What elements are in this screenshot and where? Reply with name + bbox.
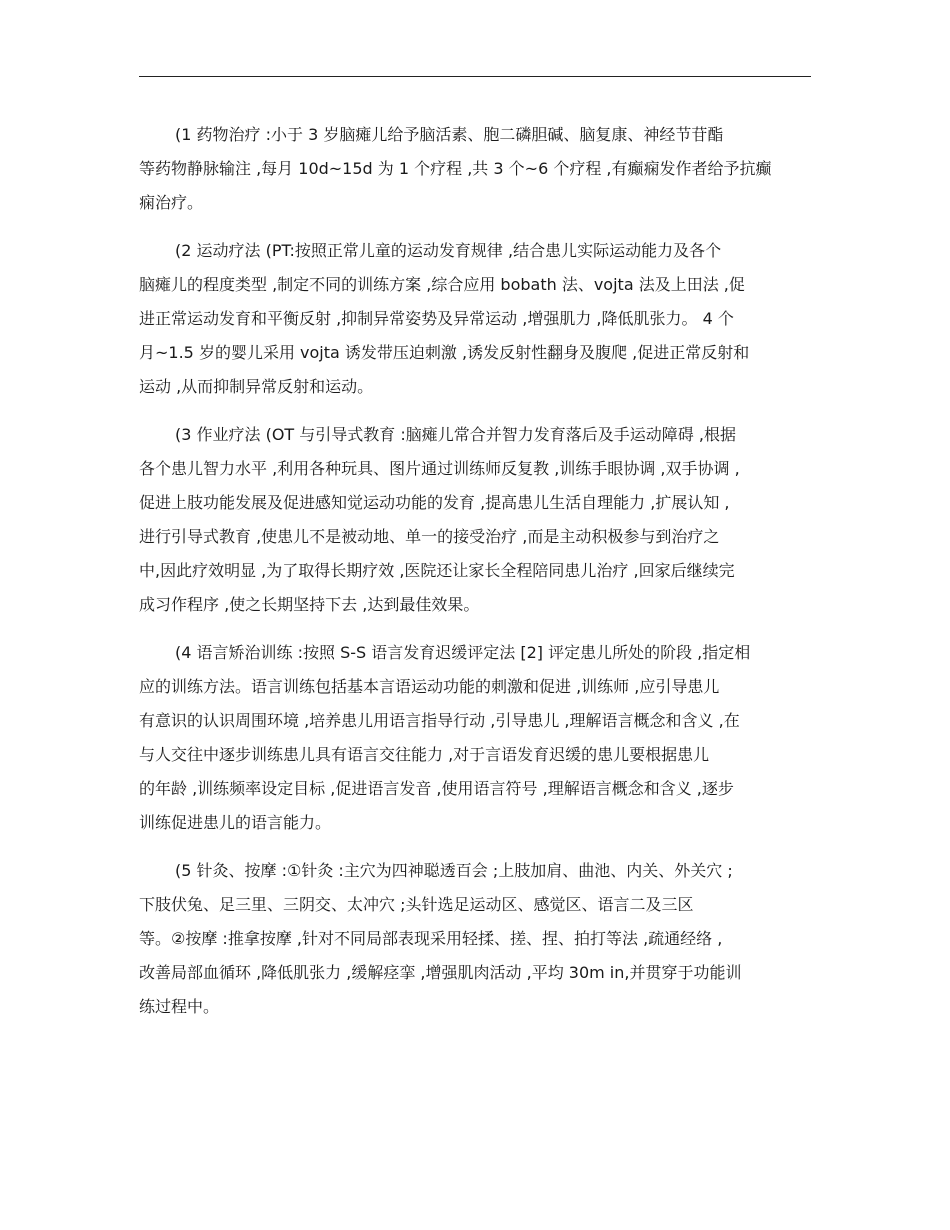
header-rule [139, 76, 811, 77]
text-line: 痫治疗。 [139, 193, 204, 212]
text-line: 运动 ,从而抑制异常反射和运动。 [139, 377, 374, 396]
text-line: 改善局部血循环 ,降低肌张力 ,缓解痉挛 ,增强肌肉活动 ,平均 30m in,并贯穿于功能训 [139, 963, 742, 982]
document-body [139, 118, 819, 1038]
text-line: (5 针灸、按摩 :①针灸 :主穴为四神聪透百会 ;上肢加肩、曲池、内关、外关穴 ; [175, 861, 733, 880]
paragraph-language-training [139, 636, 819, 840]
text-line: 等。②按摩 :推拿按摩 ,针对不同局部表现采用轻揉、搓、捏、拍打等法 ,疏通经络 , [139, 929, 723, 948]
text-line: 与人交往中逐步训练患儿具有语言交往能力 ,对于言语发育迟缓的患儿要根据患儿 [139, 745, 710, 764]
text-line: 进正常运动发育和平衡反射 ,抑制异常姿势及异常运动 ,增强肌力 ,降低肌张力。 4 个 [139, 309, 734, 328]
text-line: (3 作业疗法 (OT 与引导式教育 :脑瘫儿常合并智力发育落后及手运动障碍 ,根据 [175, 425, 736, 444]
paragraph-drug-therapy [139, 118, 819, 220]
text-line: 等药物静脉输注 ,每月 10d~15d 为 1 个疗程 ,共 3 个~6 个疗程 ,有癫痫发作者给予抗癫 [139, 159, 772, 178]
paragraph-acupuncture-massage [139, 854, 819, 1024]
text-line: 中,因此疗效明显 ,为了取得长期疗效 ,医院还让家长全程陪同患儿治疗 ,回家后继续完 [139, 561, 735, 580]
text-line: 有意识的认识周围环境 ,培养患儿用语言指导行动 ,引导患儿 ,理解语言概念和含义 ,在 [139, 711, 740, 730]
text-line: (4 语言矫治训练 :按照 S-S 语言发育迟缓评定法 [2] 评定患儿所处的阶段 ,指定相 [175, 643, 751, 662]
paragraph-physical-therapy [139, 234, 819, 404]
text-line: 训练促进患儿的语言能力。 [139, 813, 332, 832]
text-line: 练过程中。 [139, 997, 220, 1016]
paragraph-occupational-therapy [139, 418, 819, 622]
text-line: 月~1.5 岁的婴儿采用 vojta 诱发带压迫刺激 ,诱发反射性翻身及腹爬 ,促进正常反射和 [139, 343, 750, 362]
text-line: 各个患儿智力水平 ,利用各种玩具、图片通过训练师反复教 ,训练手眼协调 ,双手协调 , [139, 459, 740, 478]
text-line: 下肢伏兔、足三里、三阴交、太冲穴 ;头针选足运动区、感觉区、语言二及三区 [139, 895, 694, 914]
text-line: (1 药物治疗 :小于 3 岁脑瘫儿给予脑活素、胞二磷胆碱、脑复康、神经节苷酯 [175, 125, 724, 144]
text-line: 脑瘫儿的程度类型 ,制定不同的训练方案 ,综合应用 bobath 法、vojta 法及上田法 ,促 [139, 275, 745, 294]
text-line: 成习作程序 ,使之长期坚持下去 ,达到最佳效果。 [139, 595, 480, 614]
text-line: 进行引导式教育 ,使患儿不是被动地、单一的接受治疗 ,而是主动积极参与到治疗之 [139, 527, 720, 546]
text-line: (2 运动疗法 (PT:按照正常儿童的运动发育规律 ,结合患儿实际运动能力及各个 [175, 241, 722, 260]
text-line: 的年龄 ,训练频率设定目标 ,促进语言发音 ,使用语言符号 ,理解语言概念和含义 ,逐步 [139, 779, 734, 798]
text-line: 促进上肢功能发展及促进感知觉运动功能的发育 ,提高患儿生活自理能力 ,扩展认知 , [139, 493, 730, 512]
text-line: 应的训练方法。语言训练包括基本言语运动功能的刺激和促进 ,训练师 ,应引导患儿 [139, 677, 720, 696]
